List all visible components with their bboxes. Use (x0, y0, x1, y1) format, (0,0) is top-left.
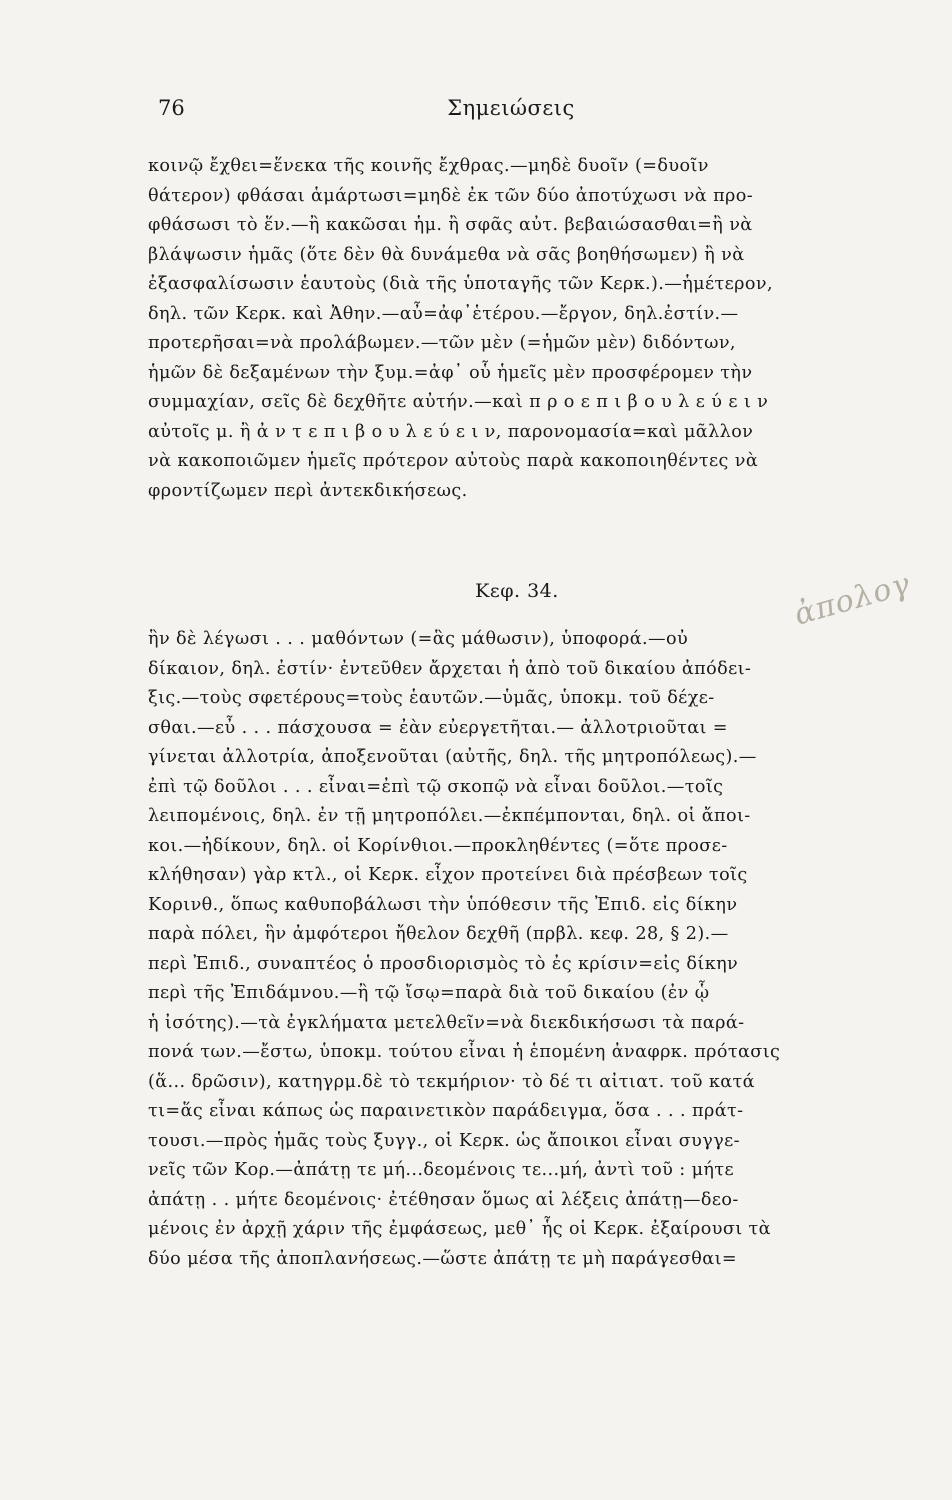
text-line: ἣν δὲ λέγωσι . . . μαθόντων (=ἃς μάθωσιν), ὑποφορά.—οὐ (148, 629, 689, 649)
text-line: Κορινθ., ὅπως καθυποβάλωσι τὴν ὑπόθεσιν τῆς Ἐπιδ. εἰς δίκην (148, 894, 738, 915)
text-line: νὰ κακοποιῶμεν ἡμεῖς πρότερον αὐτοὺς παρὰ κακοποιηθέντες νὰ (148, 451, 759, 471)
text-line: ἐπὶ τῷ δοῦλοι . . . εἶναι=ἐπὶ τῷ σκοπῷ νὰ εἶναι δοῦλοι.—τοῖς (148, 776, 724, 797)
text-line: ἐξασφαλίσωσιν ἑαυτοὺς (διὰ τῆς ὑποταγῆς τῶν Κερκ.).—ἡμέτερον, (148, 274, 773, 294)
text-line: (ἅ... δρῶσιν), κατηγρμ.δὲ τὸ τεκμήριον· τὸ δέ τι αἰτιατ. τοῦ κατά (148, 1071, 755, 1092)
text-line: κοινῷ ἔχθει=ἕνεκα τῆς κοινῆς ἔχθρας.—μηδὲ δυοῖν (=δυοῖν (148, 156, 709, 176)
text-line: ἡ ἰσότης).—τὰ ἐγκλήματα μετελθεῖν=νὰ διεκδικήσωσι τὰ παρά- (148, 1012, 745, 1033)
chapter-heading: Κεφ. 34. (475, 580, 559, 602)
text-line: λειπομένοις, δηλ. ἐν τῇ μητροπόλει.—ἐκπέμπονται, δηλ. οἱ ἄποι- (148, 806, 751, 826)
text-line: δηλ. τῶν Κερκ. καὶ Ἀθην.—αὖ=ἀφ᾽ἑτέρου.—ἔργον, δηλ.ἐστίν.— (148, 303, 739, 324)
text-line: κοι.—ἠδίκουν, δηλ. οἱ Κορίνθιοι.—προκληθέντες (=ὅτε προσε- (148, 835, 728, 856)
text-line: ἀπάτῃ . . μήτε δεομένοις· ἐτέθησαν ὅμως αἱ λέξεις ἀπάτῃ—δεο- (148, 1189, 739, 1210)
text-line: συμμαχίαν, σεῖς δὲ δεχθῆτε αὐτήν.—καὶ π ρ ο ε π ι β ο υ λ ε ύ ε ι ν (148, 392, 769, 412)
text-line: αὐτοῖς μ. ἢ ἀ ν τ ε π ι β ο υ λ ε ύ ε ι ν, παρονομασία=καὶ μᾶλλον (148, 421, 754, 442)
text-line: περὶ τῆς Ἐπιδάμνου.—ἢ τῷ ἴσῳ=παρὰ διὰ τοῦ δικαίου (ἐν ᾧ (148, 983, 710, 1003)
running-head (148, 96, 874, 124)
text-line: γίνεται ἀλλοτρία, ἀποξενοῦται (αὐτῆς, δηλ. τῆς μητροπόλεως).— (148, 747, 757, 767)
notes-text-before-heading (148, 152, 886, 506)
page-header-title: Σημειώσεις (447, 96, 575, 120)
text-line: βλάψωσιν ἡμᾶς (ὅτε δὲν θὰ δυνάμεθα νὰ σᾶς βοηθήσωμεν) ἢ νὰ (148, 244, 745, 265)
text-line: πονά των.—ἔστω, ὑποκμ. τούτου εἶναι ἡ ἑπομένη ἀναφρκ. πρότασις (148, 1042, 781, 1062)
text-line: σθαι.—εὖ . . . πάσχουσα = ἐὰν εὐεργετῆται.— ἀλλοτριοῦται = (148, 717, 728, 738)
text-line: κλήθησαν) γὰρ κτλ., οἱ Κερκ. εἶχον προτείνει διὰ πρέσβεων τοῖς (148, 865, 748, 885)
text-line: παρὰ πόλει, ἣν ἀμφότεροι ἤθελον δεχθῆ (πρβλ. κεφ. 28, § 2).— (148, 924, 729, 944)
text-line: θάτερον) φθάσαι ἁμάρτωσι=μηδὲ ἐκ τῶν δύο ἀποτύχωσι νὰ προ- (148, 185, 754, 206)
handwritten-margin-note: ἀπολογ (790, 566, 915, 633)
text-line: περὶ Ἐπιδ., συναπτέος ὁ προσδιορισμὸς τὸ ἐς κρίσιν=εἰς δίκην (148, 953, 739, 974)
text-line: μένοις ἐν ἀρχῇ χάριν τῆς ἐμφάσεως, μεθ᾽ ἧς οἱ Κερκ. ἐξαίρουσι τὰ (148, 1219, 771, 1239)
text-line: ἡμῶν δὲ δεξαμένων τὴν ξυμ.=ἀφ᾽ οὗ ἡμεῖς μὲν προσφέρομεν τὴν (148, 362, 753, 383)
text-line: νεῖς τῶν Κορ.—ἀπάτῃ τε μή...δεομένοις τε...μή, ἀντὶ τοῦ : μήτε (148, 1160, 734, 1180)
text-line: δίκαιον, δηλ. ἐστίν· ἐντεῦθεν ἄρχεται ἡ ἀπὸ τοῦ δικαίου ἀπόδει- (148, 658, 752, 679)
text-line: ξις.—τοὺς σφετέρους=τοὺς ἑαυτῶν.—ὑμᾶς, ὑποκμ. τοῦ δέχε- (148, 688, 715, 708)
text-line: προτερῆσαι=νὰ προλάβωμεν.—τῶν μὲν (=ἡμῶν μὲν) διδόντων, (148, 333, 736, 353)
notes-text-after-heading (148, 625, 886, 1274)
text-line: φθάσωσι τὸ ἕν.—ἢ κακῶσαι ἡμ. ἢ σφᾶς αὐτ. βεβαιώσασθαι=ἢ νὰ (148, 215, 753, 235)
text-line: φροντίζωμεν περὶ ἀντεκδικήσεως. (148, 480, 468, 501)
text-line: δύο μέσα τῆς ἀποπλανήσεως.—ὥστε ἀπάτῃ τε μὴ παράγεσθαι= (148, 1248, 738, 1269)
text-line: τουσι.—πρὸς ἡμᾶς τοὺς ξυγγ., οἱ Κερκ. ὡς ἄποικοι εἶναι συγγε- (148, 1130, 740, 1151)
text-line: τι=ἅς εἶναι κάπως ὡς παραινετικὸν παράδειγμα, ὅσα . . . πράτ- (148, 1101, 744, 1121)
page-number: 76 (158, 96, 185, 120)
